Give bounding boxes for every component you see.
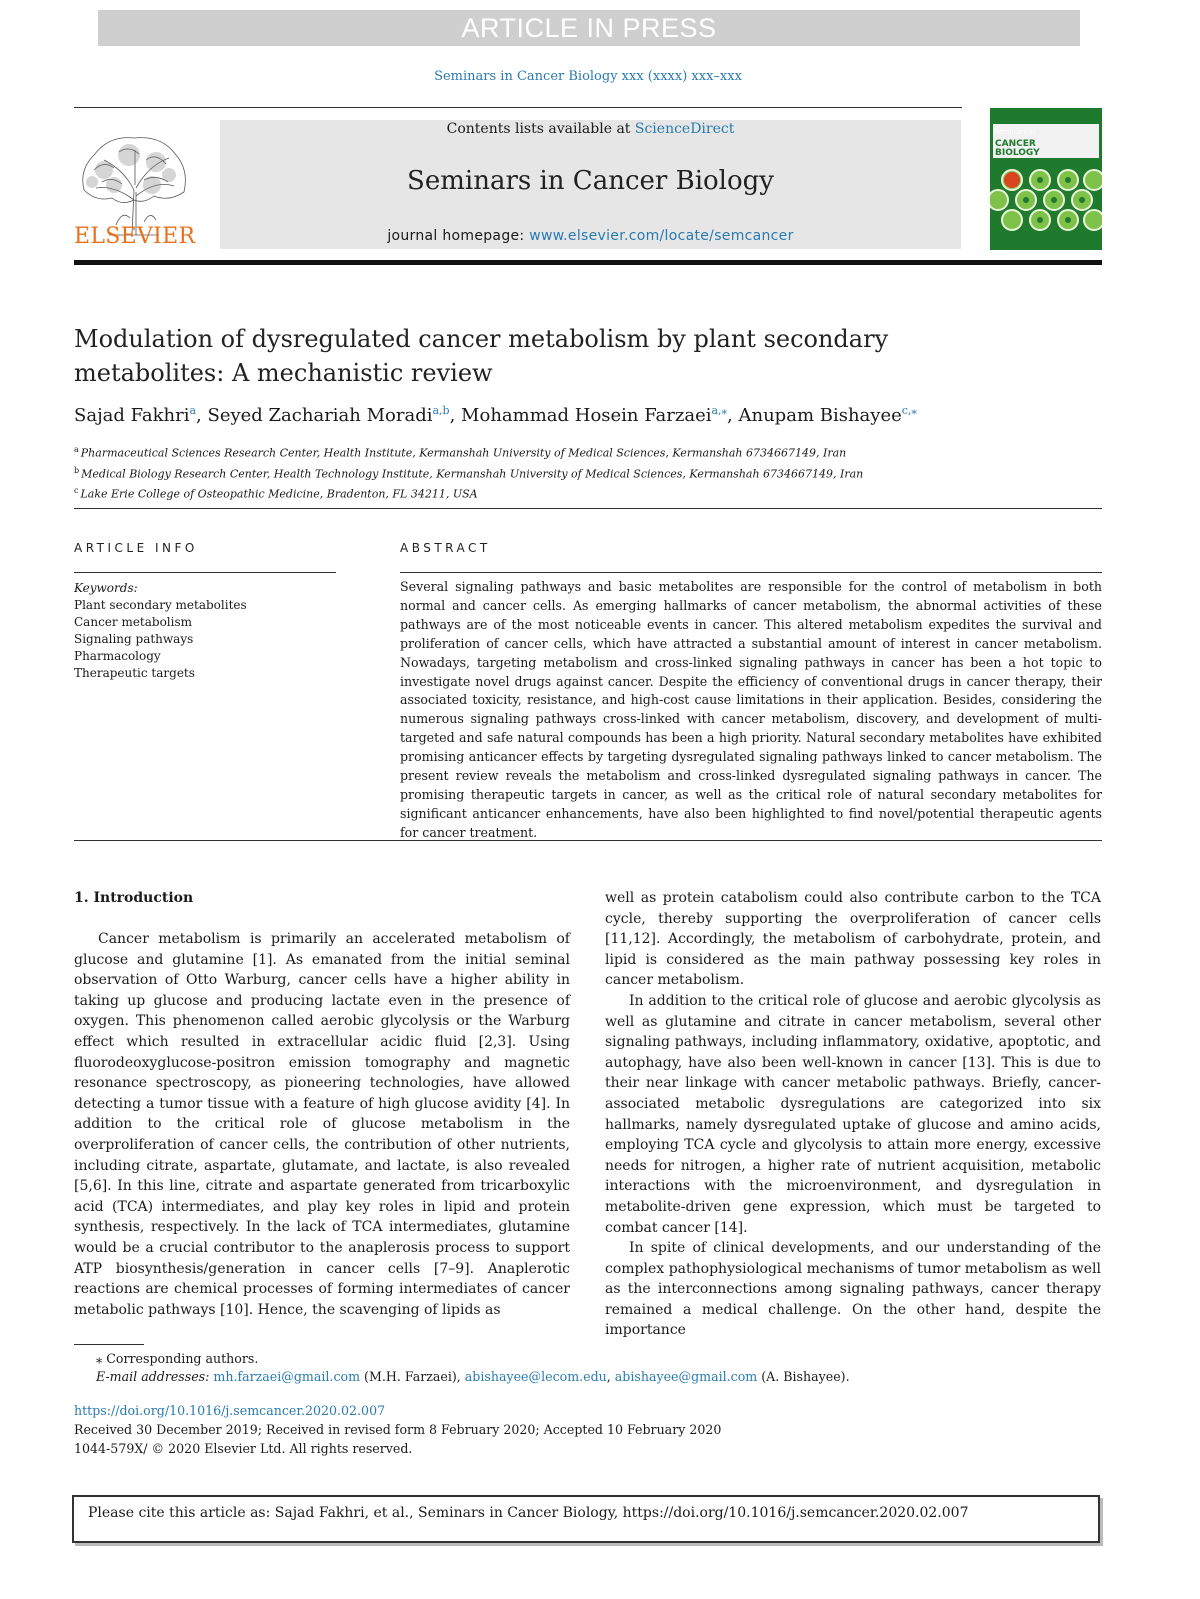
affiliation-mark: b <box>74 465 80 475</box>
affiliation-item <box>74 441 1102 462</box>
article-in-press-banner: ARTICLE IN PRESS <box>98 10 1080 46</box>
author-affiliation-mark[interactable]: a,⁎ <box>711 404 728 417</box>
header-rule <box>74 107 962 108</box>
journal-masthead <box>220 120 961 249</box>
intro-left-column <box>74 888 570 1320</box>
affiliation-text: Pharmaceutical Sciences Research Center, Health Institute, Kermanshah University of Medical Sciences, Kermanshah 6734667149, Iran <box>80 446 847 460</box>
corresponding-note: ⁎ Corresponding authors. <box>96 1351 259 1366</box>
author-affiliation-mark[interactable]: a,b <box>432 404 450 417</box>
email-line: E-mail addresses: mh.farzaei@gmail.com (M.H. Farzaei), abishayee@lecom.edu, abishayee@gmail.com (A. Bishayee). <box>96 1369 850 1384</box>
author-name: Mohammad Hosein Farzaei <box>461 405 712 426</box>
abstract-heading: ABSTRACT <box>400 541 491 555</box>
footnote-rule <box>74 1344 144 1345</box>
email-link-bishayee-lecom[interactable]: abishayee@lecom.edu <box>464 1369 607 1384</box>
sciencedirect-link[interactable]: ScienceDirect <box>634 121 735 137</box>
article-metadata <box>74 1401 1102 1458</box>
affiliation-item <box>74 462 1102 483</box>
copyright-line: 1044-579X/ © 2020 Elsevier Ltd. All rights reserved. <box>74 1441 413 1456</box>
keywords-label: Keywords: <box>74 581 138 595</box>
journal-cover-image <box>990 108 1102 250</box>
affiliation-text: Lake Erie College of Osteopathic Medicine, Bradenton, FL 34211, USA <box>80 487 478 501</box>
author-name: Sajad Fakhri <box>74 405 190 426</box>
affiliation-text: Medical Biology Research Center, Health Technology Institute, Kermanshah University of Medical Sciences, Kermanshah 6734667149, Iran <box>81 467 864 481</box>
affiliation-mark: a <box>74 445 79 454</box>
doi-link[interactable]: https://doi.org/10.1016/j.semcancer.2020.02.007 <box>74 1403 386 1418</box>
cover-title-line2: BIOLOGY <box>995 148 1040 158</box>
abstract-text: Several signaling pathways and basic metabolites are responsible for the control of metabolism in both normal and cancer cells. As emerging hallmarks of cancer metabolism, the abnormal activities of these pathways are of the most noticeable events in cancer. This altered metabolism expedites the survival and proliferation of cancer cells, which have attracted a substantial amount of interest in cancer metabolism. Nowadays, targeting metabolism and cross-linked signaling pathways in cancer has been a hot topic to investigate novel drugs against cancer. Despite the efficiency of conventional drugs in cancer therapy, their associated toxicity, resistance, and high-cost cause limitations in their application. Besides, considering the numerous signaling pathways cross-linked with cancer metabolism, discovery, and development of multi-targeted and safe natural compounds has been a high priority. Natural secondary metabolites have exhibited promising anticancer effects by targeting dysregulated signaling pathways linked to cancer metabolism. The present review reveals the metabolism and cross-linked dysregulated signaling pathways in cancer. The promising therapeutic targets in cancer, as well as the critical role of natural secondary metabolites for significant anticancer enhancements, have also been highlighted to find novel/potential therapeutic agents for cancer treatment. <box>400 579 1102 840</box>
intro-paragraph: In spite of clinical developments, and our understanding of the complex pathophysiological mechanisms of tumor metabolism as well as the interconnections among signaling pathways, cancer therapy remained a medical challenge. On the other hand, despite the importance <box>605 1240 1101 1339</box>
affiliation-item <box>74 482 1102 503</box>
affiliations <box>74 441 1102 503</box>
email-link-bishayee-gmail[interactable]: abishayee@gmail.com <box>614 1369 758 1384</box>
intro-paragraph: In addition to the critical role of glucose and aerobic glycolysis as well as glutamine and citrate in cancer metabolism, several other signaling pathways, including inflammatory, oxidative, apoptotic, and autophagy, have also been well-known in cancer [13]. This is due to their near linkage with cancer metabolic pathways. Briefly, cancer-associated metabolic dysregulations are categorized into six hallmarks, namely dysregulated uptake of glucose and amino acids, employing TCA cycle and glycolysis to attain more energy, excessive needs for nitrogen, a higher rate of nutrient acquisition, metabolic interactions with the microenvironment, and dysregulation in metabolite-driven gene expression, which must be targeted to combat cancer [14]. <box>605 992 1101 1236</box>
email-link-farzaei[interactable]: mh.farzaei@gmail.com <box>213 1369 361 1384</box>
introduction-heading: 1. Introduction <box>74 890 194 906</box>
journal-reference-link[interactable]: Seminars in Cancer Biology xxx (xxxx) xxx–xxx <box>434 69 742 84</box>
article-info-rule <box>74 572 336 573</box>
email-label: E-mail addresses: <box>96 1369 210 1384</box>
footnotes <box>74 1350 1102 1386</box>
keyword-item: Signaling pathways <box>74 632 194 646</box>
author-name: Seyed Zachariah Moradi <box>207 405 433 426</box>
header-divider <box>74 508 1102 509</box>
masthead-thick-rule <box>74 260 1102 265</box>
contents-line: Contents lists available at ScienceDirect <box>446 121 735 137</box>
affiliation-mark: c <box>74 486 79 496</box>
cover-title-line1: CANCER <box>995 139 1036 149</box>
author-affiliation-mark[interactable]: a <box>189 404 197 417</box>
intro-paragraph: well as protein catabolism could also contribute carbon to the TCA cycle, thereby supporting the overproliferation of cancer cells [11,12]. Accordingly, the metabolism of carbohydrate, protein, and lipid is considered as the main pathway possessing key roles in cancer metabolism. <box>605 890 1101 989</box>
abstract-divider <box>74 840 1102 841</box>
cover-series-text: Seminars in <box>994 128 1036 136</box>
abstract-rule <box>400 572 1102 573</box>
keyword-item: Pharmacology <box>74 649 161 663</box>
keywords-block <box>74 580 336 682</box>
article-info-heading: ARTICLE INFO <box>74 541 198 555</box>
author-affiliation-mark[interactable]: c,⁎ <box>901 404 917 417</box>
keyword-item: Cancer metabolism <box>74 615 193 629</box>
author-name: Anupam Bishayee <box>738 405 902 426</box>
citation-box: Please cite this article as: Sajad Fakhri, et al., Seminars in Cancer Biology, https://doi.org/10.1016/j.semcancer.2020.02.007 <box>72 1495 1100 1543</box>
author-list: Sajad Fakhri$^a$, Seyed Zachariah Moradi$^{a,b}$, Mohammad Hosein Farzaei$^{a,⁎}$, Anupam Bishayee$^{c,⁎}$ <box>74 404 917 426</box>
article-title: Modulation of dysregulated cancer metabolism by plant secondary metabolites: A mechanistic review <box>74 325 889 387</box>
homepage-link[interactable]: www.elsevier.com/locate/semcancer <box>529 228 794 244</box>
keyword-item: Plant secondary metabolites <box>74 598 247 612</box>
intro-right-column <box>605 888 1101 1341</box>
keyword-item: Therapeutic targets <box>74 666 195 680</box>
intro-paragraph: Cancer metabolism is primarily an accelerated metabolism of glucose and glutamine [1]. As emanated from the initial seminal observation of Otto Warburg, cancer cells have a higher ability in taking up glucose and producing lactate even in the presence of oxygen. This phenomenon called aerobic glycolysis or the Warburg effect which resulted in extracellular acidic fluid [2,3]. Using fluorodeoxyglucose-positron emission tomography and magnetic resonance spectroscopy, as pioneering technologies, have allowed detecting a tumor tissue with a feature of high glucose avidity [4]. In addition to the critical role of glucose metabolism in the overproliferation of cancer cells, the contribution of other nutrients, including citrate, aspartate, glutamate, and lactate, is also revealed [5,6]. In this line, citrate and aspartate generated from tricarboxylic acid (TCA) intermediates, and play key roles in lipid and protein synthesis, respectively. In the lack of TCA intermediates, glutamine would be a crucial contributor to the anaplerosis process to support ATP biosynthesis/generation in cancer cells [7–9]. Anaplerotic reactions are chemical processes of forming intermediates of cancer metabolic pathways [10]. Hence, the scavenging of lipids as <box>74 931 570 1318</box>
journal-name: Seminars in Cancer Biology <box>407 166 774 196</box>
received-dates: Received 30 December 2019; Received in revised form 8 February 2020; Accepted 10 February 2020 <box>74 1422 722 1437</box>
journal-homepage: journal homepage: www.elsevier.com/locate/semcancer <box>387 228 794 244</box>
elsevier-wordmark: ELSEVIER <box>74 224 196 249</box>
